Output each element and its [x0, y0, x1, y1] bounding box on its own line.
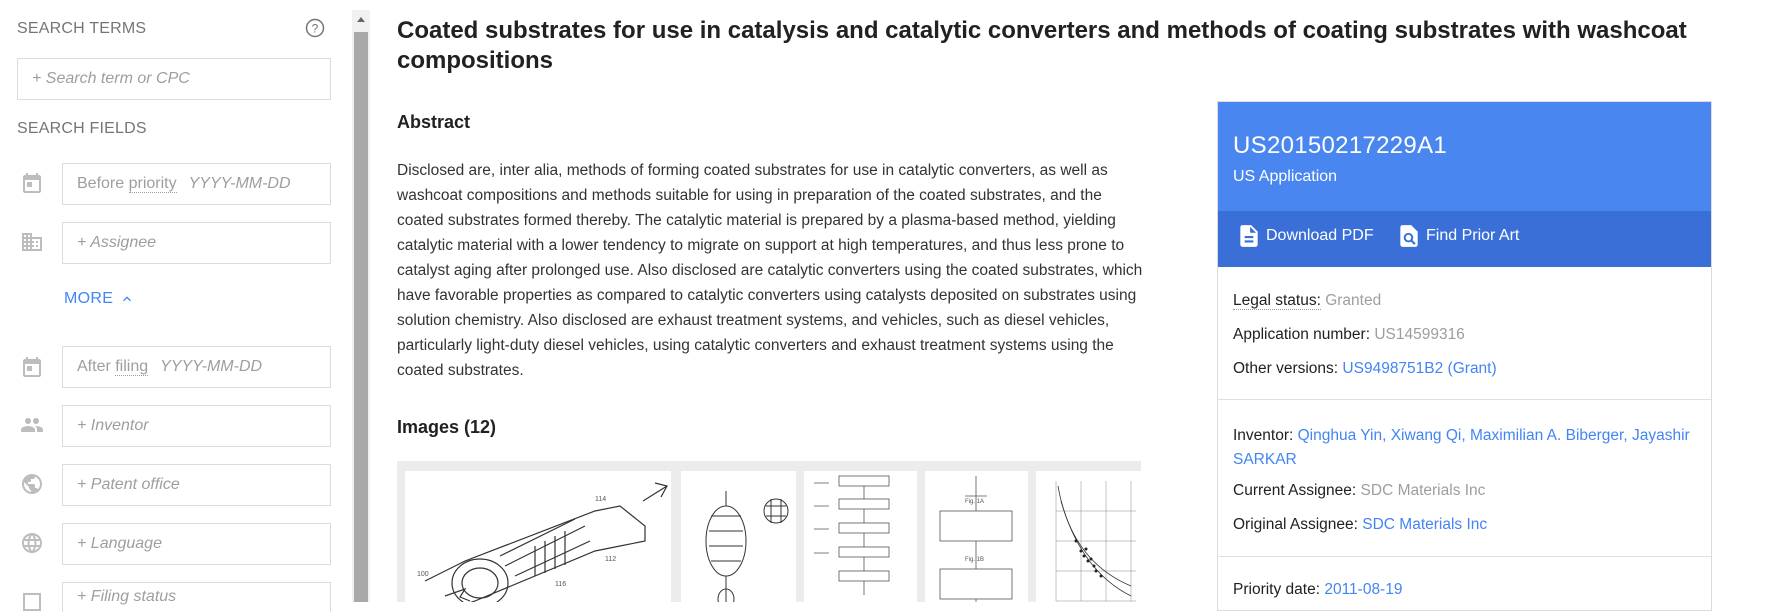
download-pdf-button[interactable]: Download PDF — [1266, 227, 1374, 245]
svg-text:Fig. 1B: Fig. 1B — [965, 557, 985, 563]
abstract-text: Disclosed are, inter alia, methods of forming coated substrates for use in catalytic converters, as well as washcoat compositions and methods suitable for using in preparation of the coated substrates, and the coated substrates formed thereby. The catalytic material is prepared by a plasma-based method, yielding catalytic material with a lower tendency to migrate on support at high temperatures, and thus less prone to catalyst aging after prolonged use. Also disclosed are catalytic converters using the coated substrates, which have favorable properties as compared to catalytic converters using catalysts deposited on substrates using solution chemistry. Also disclosed are exhaust treatment systems, and vehicles, such as diesel vehicles, particularly light-duty diesel vehicles, using catalytic converters and exhaust treatment systems using the coated substrates. — [397, 162, 1143, 379]
patent-info-card — [1217, 101, 1712, 611]
current-assignee-row: Current Assignee: SDC Materials Inc — [1233, 482, 1486, 499]
calendar-icon — [20, 355, 44, 379]
patent-image-thumbnail[interactable] — [804, 471, 917, 602]
abstract-heading: Abstract — [397, 112, 471, 132]
before-date-field[interactable]: Before priority YYYY-MM-DD — [62, 163, 331, 205]
find-prior-art-button[interactable]: Find Prior Art — [1426, 227, 1519, 245]
svg-text:116: 116 — [555, 581, 567, 588]
inventor-link[interactable]: Jayashir SARKAR — [1233, 427, 1690, 468]
priority-date-link[interactable]: 2011-08-19 — [1324, 581, 1403, 598]
scroll-up-arrow-icon[interactable] — [352, 10, 370, 30]
svg-text:Fig. 1A: Fig. 1A — [965, 499, 985, 505]
filing-status-field[interactable]: + Filing status — [62, 582, 331, 612]
building-icon — [20, 230, 44, 254]
image-carousel — [397, 461, 1141, 602]
publication-type: US Application — [1233, 168, 1338, 185]
application-number-row: Application number: US14599316 — [1233, 326, 1465, 343]
help-icon[interactable] — [305, 18, 325, 38]
pdf-document-icon — [1236, 223, 1262, 249]
priority-date-row: Priority date: 2011-08-19 — [1233, 581, 1403, 598]
card-actions — [1218, 211, 1711, 267]
inventor-row: Inventor: Qinghua Yin, Xiwang Qi, Maximilian A. Biberger, Jayashir SARKAR — [1233, 427, 1690, 468]
sidebar-scrollbar[interactable] — [352, 10, 370, 602]
publication-number: US20150217229A1 — [1233, 132, 1448, 159]
checkbox-icon — [20, 590, 44, 614]
search-terms-heading: SEARCH TERMS — [17, 20, 147, 37]
images-heading: Images (12) — [397, 417, 497, 437]
original-assignee-row: Original Assignee: SDC Materials Inc — [1233, 516, 1488, 533]
search-input[interactable]: + Search term or CPC — [17, 58, 331, 100]
original-assignee-link[interactable]: SDC Materials Inc — [1362, 516, 1488, 533]
legal-status-row: Legal status: Granted — [1233, 292, 1382, 309]
chevron-up-icon — [119, 291, 135, 307]
inventor-link[interactable]: Maximilian A. Biberger — [1470, 427, 1624, 444]
svg-text:112: 112 — [605, 556, 617, 563]
svg-text:114: 114 — [595, 496, 607, 503]
search-sidebar — [0, 0, 350, 605]
legal-status-value: Granted — [1325, 292, 1382, 309]
svg-text:100: 100 — [417, 571, 429, 578]
language-field[interactable]: + Language — [62, 523, 331, 565]
other-version-link[interactable]: US9498751B2 (Grant) — [1342, 360, 1497, 377]
search-fields-heading: SEARCH FIELDS — [17, 120, 147, 137]
calendar-icon — [20, 171, 44, 195]
card-header — [1218, 102, 1711, 211]
divider — [1218, 399, 1711, 400]
assignee-field[interactable]: + Assignee — [62, 222, 331, 264]
more-toggle-button[interactable]: MORE — [64, 290, 135, 308]
other-versions-row: Other versions: US9498751B2 (Grant) — [1233, 360, 1497, 377]
patent-image-thumbnail[interactable] — [1036, 471, 1141, 602]
people-icon — [20, 413, 44, 437]
scrollbar-thumb[interactable] — [354, 32, 368, 602]
inventor-link[interactable]: Xiwang Qi — [1390, 427, 1462, 444]
svg-text:?: ? — [311, 21, 319, 36]
inventor-field[interactable]: + Inventor — [62, 405, 331, 447]
patent-image-thumbnail[interactable] — [925, 471, 1028, 602]
document-search-icon — [1396, 223, 1422, 249]
inventor-link[interactable]: Qinghua Yin — [1297, 427, 1383, 444]
after-date-field[interactable]: After filing YYYY-MM-DD — [62, 346, 331, 388]
divider — [1218, 556, 1711, 557]
patent-office-field[interactable]: + Patent office — [62, 464, 331, 506]
language-icon — [20, 531, 44, 555]
patent-image-thumbnail[interactable] — [681, 471, 796, 602]
patent-image-thumbnail[interactable] — [405, 471, 671, 602]
patent-title: Coated substrates for use in catalysis and catalytic converters and methods of coating substrates with washcoat compositions — [397, 17, 1687, 74]
globe-icon — [20, 472, 44, 496]
